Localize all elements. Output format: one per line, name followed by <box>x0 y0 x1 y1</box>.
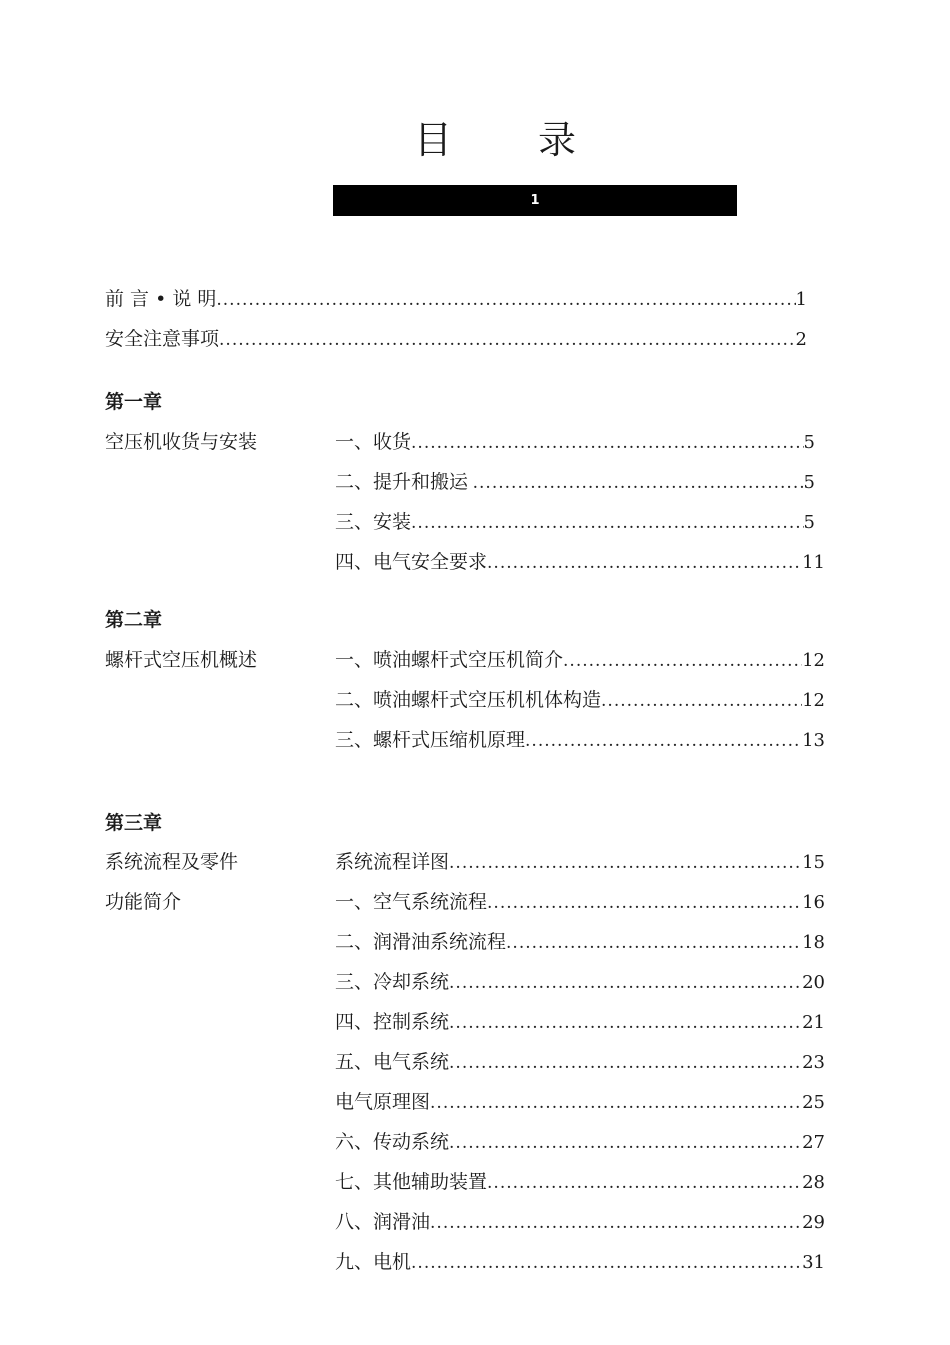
chapter-title-line2: 功能简介 <box>105 891 182 913</box>
toc-entry-page: 20 <box>802 972 825 993</box>
chapter-title: 螺杆式空压机概述 <box>105 649 258 671</box>
dot-leader <box>449 1009 802 1037</box>
toc-entry[interactable] <box>335 1088 825 1116</box>
dot-leader <box>449 1129 802 1157</box>
dot-leader <box>219 326 796 354</box>
toc-entry[interactable] <box>335 1248 825 1276</box>
toc-entry-page: 5 <box>803 432 815 453</box>
toc-entry-label: 安全注意事项 <box>105 328 220 350</box>
page-title <box>0 112 950 168</box>
toc-entry[interactable] <box>335 1128 825 1156</box>
page-number-bar <box>333 185 737 216</box>
dot-leader <box>525 727 802 755</box>
toc-entry-preface[interactable] <box>105 285 807 313</box>
toc-entry-label: 九、电机 <box>335 1251 412 1273</box>
chapter-title: 空压机收货与安装 <box>105 431 258 453</box>
toc-entry-page: 1 <box>795 289 807 310</box>
toc-entry[interactable] <box>335 1168 825 1196</box>
dot-leader <box>563 647 802 675</box>
toc-entry-page: 21 <box>802 1012 825 1033</box>
toc-entry[interactable] <box>335 428 815 456</box>
toc-entry[interactable] <box>335 726 825 754</box>
toc-entry-page: 13 <box>802 730 825 751</box>
dot-leader <box>411 509 804 537</box>
toc-entry[interactable] <box>335 686 825 714</box>
toc-entry-page: 29 <box>802 1212 825 1233</box>
dot-leader <box>430 1209 802 1237</box>
dot-leader <box>487 889 802 917</box>
dot-leader <box>506 929 802 957</box>
toc-entry-label: 七、其他辅助装置 <box>335 1171 488 1193</box>
toc-entry-label: 一、空气系统流程 <box>335 891 488 913</box>
toc-entry-label: 三、冷却系统 <box>335 971 450 993</box>
toc-entry-label: 系统流程详图 <box>335 851 450 873</box>
toc-entry[interactable] <box>335 1048 825 1076</box>
toc-entry[interactable] <box>335 468 815 496</box>
toc-entry-page: 11 <box>802 552 825 573</box>
toc-entry-label: 五、电气系统 <box>335 1051 450 1073</box>
dot-leader <box>411 1249 802 1277</box>
toc-entry-page: 23 <box>802 1052 825 1073</box>
toc-entry-page: 31 <box>802 1252 825 1273</box>
dot-leader <box>487 549 802 577</box>
toc-entry-label: 一、喷油螺杆式空压机简介 <box>335 649 564 671</box>
toc-entry-page: 16 <box>802 892 825 913</box>
toc-entry[interactable] <box>335 508 815 536</box>
toc-entry-page: 12 <box>802 690 825 711</box>
dot-leader <box>430 1089 802 1117</box>
title-char-2: 录 <box>538 118 577 162</box>
toc-entry-label: 二、润滑油系统流程 <box>335 931 507 953</box>
toc-entry-label: 三、安装 <box>335 511 412 533</box>
title-char-1: 目 <box>413 118 452 162</box>
dot-leader <box>449 849 802 877</box>
toc-entry-label: 前 言 • 说 明 <box>105 288 217 310</box>
dot-leader <box>449 969 802 997</box>
toc-entry-label: 四、控制系统 <box>335 1011 450 1033</box>
toc-entry-label: 四、电气安全要求 <box>335 551 488 573</box>
toc-entry-label: 八、润滑油 <box>335 1211 431 1233</box>
dot-leader <box>216 286 795 314</box>
toc-entry-label: 二、喷油螺杆式空压机机体构造 <box>335 689 602 711</box>
toc-entry-label: 二、提升和搬运 <box>335 471 469 493</box>
toc-entry[interactable] <box>335 968 825 996</box>
chapter-title: 系统流程及零件 <box>105 851 239 873</box>
toc-entry-page: 28 <box>802 1172 825 1193</box>
toc-entry-label: 一、收货 <box>335 431 412 453</box>
page-number: 1 <box>530 193 540 208</box>
toc-entry-page: 12 <box>802 650 825 671</box>
toc-entry-page: 5 <box>803 472 815 493</box>
toc-entry[interactable] <box>335 928 825 956</box>
toc-entry[interactable] <box>335 888 825 916</box>
toc-entry-label: 六、传动系统 <box>335 1131 450 1153</box>
dot-leader <box>487 1169 802 1197</box>
chapter-heading: 第二章 <box>105 609 163 631</box>
toc-entry[interactable] <box>335 1008 825 1036</box>
dot-leader <box>473 469 804 497</box>
toc-entry-page: 27 <box>802 1132 825 1153</box>
toc-entry[interactable] <box>335 848 825 876</box>
toc-entry-page: 18 <box>802 932 825 953</box>
toc-entry[interactable] <box>335 646 825 674</box>
toc-entry-page: 2 <box>795 329 807 350</box>
toc-entry-page: 5 <box>803 512 815 533</box>
chapter-heading: 第一章 <box>105 391 163 413</box>
toc-entry-label: 三、螺杆式压缩机原理 <box>335 729 526 751</box>
chapter-heading: 第三章 <box>105 812 163 834</box>
toc-entry-page: 25 <box>802 1092 825 1113</box>
toc-entry-label: 电气原理图 <box>335 1091 431 1113</box>
toc-entry[interactable] <box>335 1208 825 1236</box>
toc-entry-page: 15 <box>802 852 825 873</box>
toc-entry[interactable] <box>335 548 825 576</box>
toc-entry-safety[interactable] <box>105 325 807 353</box>
dot-leader <box>601 687 802 715</box>
dot-leader <box>411 429 804 457</box>
dot-leader <box>449 1049 802 1077</box>
